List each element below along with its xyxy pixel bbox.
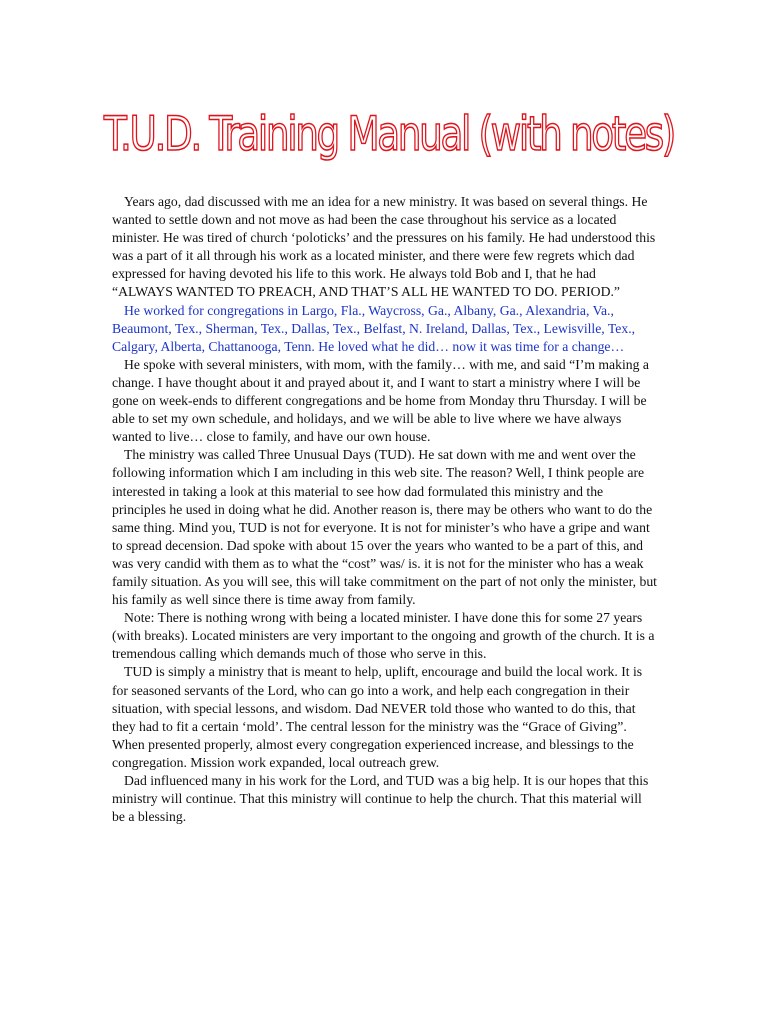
title-text: T.U.D. Training Manual (with notes) bbox=[103, 107, 675, 162]
manual-body bbox=[112, 193, 657, 826]
title-artwork bbox=[100, 86, 680, 172]
paragraph-intro: Years ago, dad discussed with me an idea for a new ministry. It was based on several things. He wanted to settle down and not move as had been the case throughout his service as a located minister. He was tired of church ‘poloticks’ and the pressures on his family. He had understood this was a part of it all through his work as a located minister, and there were few regrets which dad expressed for having devoted his life to this work. He always told Bob and I, that he had “ALWAYS WANTED TO PREACH, AND THAT’S ALL HE WANTED TO DO. PERIOD.” bbox=[112, 194, 656, 300]
paragraph-note: Note: There is nothing wrong with being a located minister. I have done this for some 27 years (with breaks). Located ministers are very important to the ongoing and growth of the church. It is a tremendous calling which demands much of those who serve in this. bbox=[112, 610, 655, 662]
paragraph-closing: Dad influenced many in his work for the Lord, and TUD was a big help. It is our hopes that this ministry will continue. That this ministry will continue to help the church. That this material will be a blessing. bbox=[112, 773, 649, 825]
paragraph-making-change: He spoke with several ministers, with mom, with the family… with me, and said “I’m making a change. I have thought about it and prayed about it, and I want to start a ministry where I will be gone on week-ends to different congregations and be home from Monday thru Thursday. I will be able to set my own schedule, and holidays, and we will be able to live where we have always wanted to live… close to family, and have our own house. bbox=[112, 356, 649, 445]
paragraph-tud-purpose: TUD is simply a ministry that is meant to help, uplift, encourage and build the local work. It is for seasoned servants of the Lord, who can go into a work, and help each congregation in their situation, with special lessons, and wisdom. Dad NEVER told those who wanted to do this, that they had to fit a certain ‘mold’. The central lesson for the ministry was the “Grace of Giving”. When presented properly, almost every congregation experienced increase, and blessings to the congregation. Mission work expanded, local outreach grew. bbox=[112, 664, 643, 770]
paragraph-congregations: He worked for congregations in Largo, Fla., Waycross, Ga., Albany, Ga., Alexandria, Va., Beaumont, Tex., Sherman, Tex., Dallas, Tex., Belfast, N. Ireland, Dallas, Tex., Lewisville, Tex., Calgary, Alberta, Chattanooga, Tenn. He loved what he did… now it was time for a change… bbox=[112, 302, 636, 354]
page-title bbox=[100, 86, 680, 172]
paragraph-tud-ministry: The ministry was called Three Unusual Days (TUD). He sat down with me and went over the following information which I am including in this web site. The reason? Well, I think people are interested in taking a look at this material to see how dad formulated this ministry and the principles he used in doing what he did. Another reason is, there may be others who want to do the same thing. Mind you, TUD is not for everyone. It is not for minister’s who have a gripe and want to spread decension. Dad spoke with about 15 over the years who wanted to be a part of this, and was very candid with them as to what the “cost” was/ is. it is not for the minister who has a weak family situation. As you will see, this will take commitment on the part of not only the minister, but his family as well since there is time away from family. bbox=[112, 447, 657, 608]
